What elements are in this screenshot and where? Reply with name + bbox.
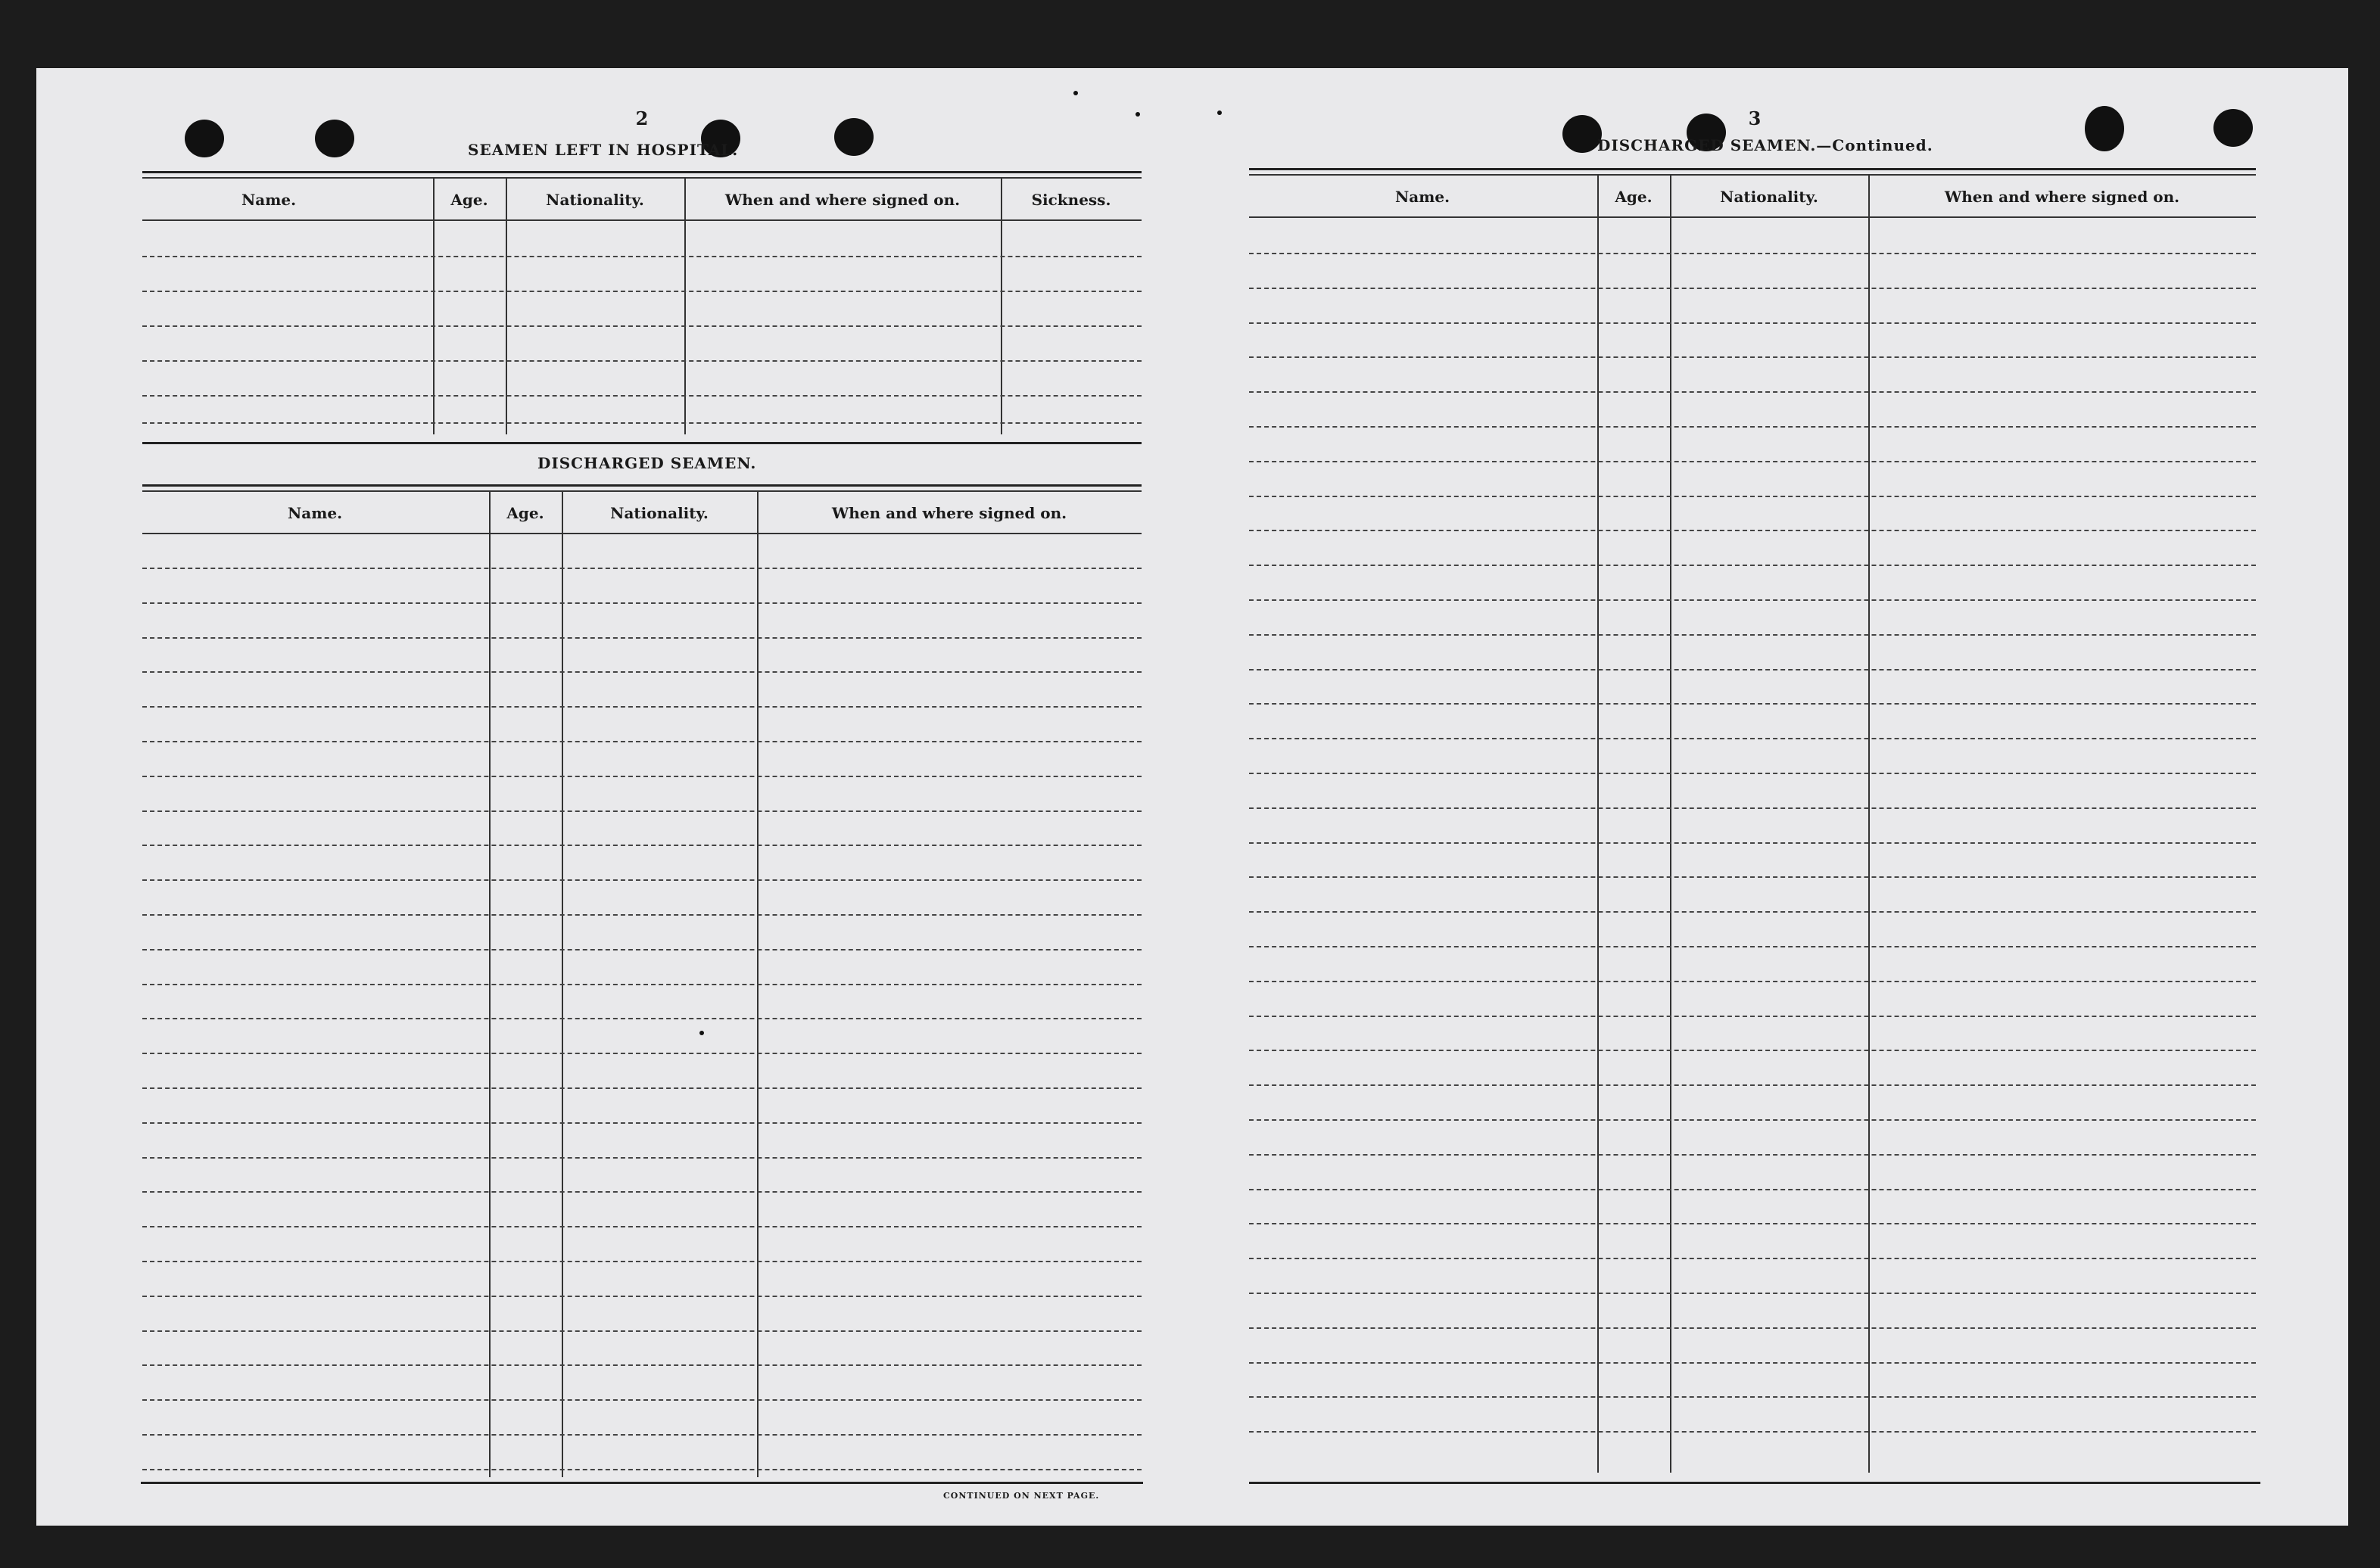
row-line — [142, 1469, 1142, 1470]
row-line — [1249, 496, 2256, 497]
col-when-where: When and where signed on. — [831, 504, 1067, 522]
row-line — [1249, 981, 2256, 982]
col-nationality: Nationality. — [610, 504, 709, 522]
col-age: Age. — [450, 191, 488, 209]
row-line — [1249, 599, 2256, 601]
row-line — [1249, 253, 2256, 254]
row-line — [142, 671, 1142, 673]
row-line — [1249, 1084, 2256, 1086]
row-line — [142, 360, 1142, 362]
row-line — [142, 1261, 1142, 1262]
row-line — [1249, 1258, 2256, 1259]
row-line — [1249, 530, 2256, 531]
row-line — [142, 984, 1142, 985]
footer-continued: CONTINUED ON NEXT PAGE. — [943, 1491, 1100, 1501]
row-line — [142, 1399, 1142, 1401]
row-line — [142, 256, 1142, 257]
col-sickness: Sickness. — [1031, 191, 1111, 209]
col-nationality: Nationality. — [1720, 188, 1818, 206]
right-page — [1248, 68, 2307, 1526]
row-line — [142, 1296, 1142, 1297]
header-underline — [142, 219, 1142, 221]
row-line — [1249, 391, 2256, 393]
row-line — [1249, 1293, 2256, 1294]
row-line — [142, 914, 1142, 916]
row-line — [1249, 842, 2256, 844]
bottom-rule — [141, 1482, 1143, 1484]
discharged-section-title: DISCHARGED SEAMEN. — [537, 454, 757, 472]
row-line — [142, 741, 1142, 742]
hospital-section-title: SEAMEN LEFT IN HOSPITAL. — [468, 141, 739, 159]
row-line — [142, 602, 1142, 604]
bottom-rule — [1249, 1482, 2260, 1484]
row-line — [1249, 1189, 2256, 1190]
col-name: Name. — [287, 504, 343, 522]
row-line — [1249, 1119, 2256, 1121]
row-line — [1249, 669, 2256, 670]
col-age: Age. — [506, 504, 544, 522]
section-rule — [142, 484, 1142, 487]
row-line — [1249, 1396, 2256, 1398]
speck — [1217, 110, 1222, 115]
row-line — [142, 1053, 1142, 1054]
row-line — [1249, 807, 2256, 809]
page-number: 2 — [635, 107, 649, 129]
row-line — [142, 1226, 1142, 1227]
row-line — [1249, 946, 2256, 947]
row-line — [142, 810, 1142, 812]
discharged-continued-table — [1249, 174, 2256, 1476]
row-line — [1249, 876, 2256, 878]
column-divider — [1868, 174, 1870, 1473]
row-line — [1249, 322, 2256, 324]
row-line — [142, 706, 1142, 708]
row-line — [142, 776, 1142, 777]
left-page — [104, 68, 1142, 1526]
col-nationality: Nationality. — [546, 191, 644, 209]
row-line — [1249, 426, 2256, 428]
document-sheet — [36, 68, 2348, 1526]
col-name: Name. — [241, 191, 297, 209]
row-line — [1249, 703, 2256, 705]
row-line — [1249, 773, 2256, 774]
row-line — [142, 879, 1142, 881]
row-line — [142, 422, 1142, 424]
col-when-where: When and where signed on. — [724, 191, 961, 209]
row-line — [142, 1434, 1142, 1436]
row-line — [1249, 356, 2256, 358]
header-underline — [142, 533, 1142, 534]
row-line — [142, 568, 1142, 569]
column-divider — [1670, 174, 1671, 1473]
hospital-table — [142, 177, 1142, 437]
row-line — [1249, 1223, 2256, 1224]
discharged-continued-title: DISCHARGED SEAMEN.—Continued. — [1597, 136, 1933, 154]
row-line — [142, 325, 1142, 327]
row-line — [1249, 634, 2256, 636]
col-name: Name. — [1394, 188, 1450, 206]
row-line — [1249, 565, 2256, 566]
row-line — [1249, 911, 2256, 913]
row-line — [142, 1087, 1142, 1089]
section-rule — [142, 442, 1142, 444]
row-line — [142, 395, 1142, 397]
row-line — [142, 1330, 1142, 1332]
row-line — [1249, 1362, 2256, 1364]
row-line — [142, 845, 1142, 846]
row-line — [142, 1191, 1142, 1193]
page-number: 3 — [1748, 107, 1762, 129]
row-line — [1249, 738, 2256, 739]
row-line — [142, 1157, 1142, 1159]
row-line — [1249, 461, 2256, 462]
row-line — [142, 637, 1142, 639]
row-line — [1249, 1050, 2256, 1051]
row-line — [142, 949, 1142, 950]
row-line — [1249, 1431, 2256, 1433]
row-line — [1249, 1327, 2256, 1329]
row-line — [1249, 1154, 2256, 1156]
top-rule — [1249, 168, 2256, 170]
row-line — [142, 1018, 1142, 1019]
header-underline — [1249, 216, 2256, 218]
row-line — [142, 291, 1142, 292]
row-line — [142, 1364, 1142, 1366]
col-when-where: When and where signed on. — [1944, 188, 2180, 206]
row-line — [1249, 288, 2256, 289]
top-rule — [142, 171, 1142, 173]
discharged-table — [142, 490, 1142, 1482]
col-age: Age. — [1615, 188, 1653, 206]
row-line — [1249, 1016, 2256, 1017]
row-line — [142, 1122, 1142, 1124]
column-divider — [1597, 174, 1599, 1473]
